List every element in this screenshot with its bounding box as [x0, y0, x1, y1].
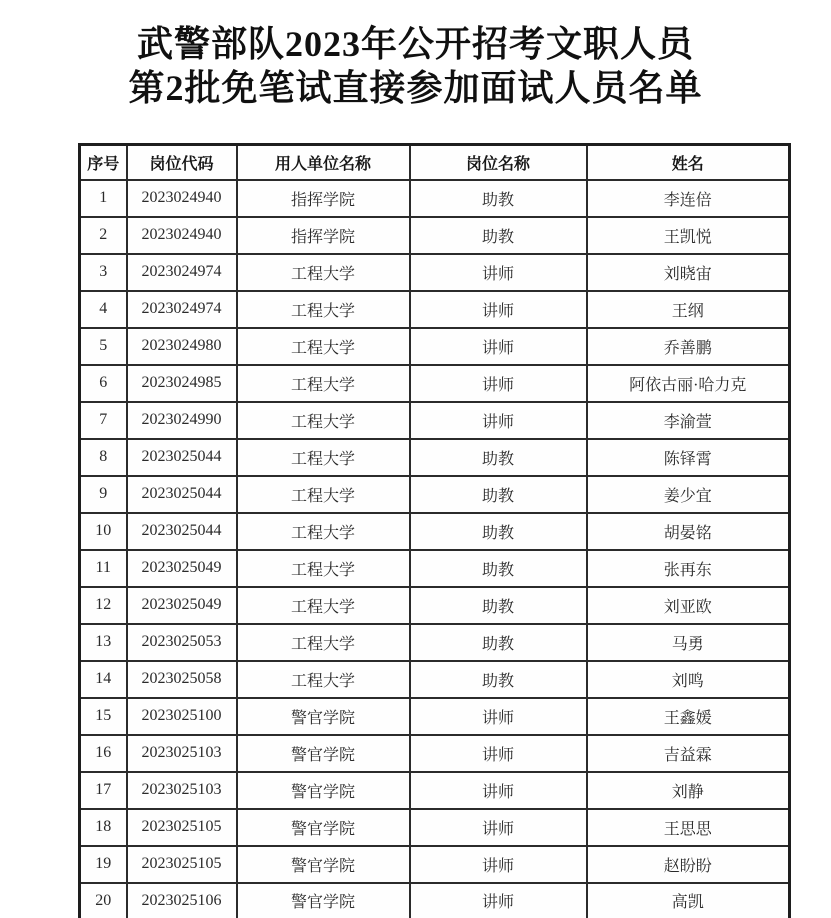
cell-employer: 工程大学: [237, 291, 410, 328]
cell-employer: 警官学院: [237, 809, 410, 846]
title-line-2: 第2批免笔试直接参加面试人员名单: [128, 68, 703, 108]
table-row: [80, 735, 790, 772]
cell-name: 陈铎霄: [587, 439, 790, 476]
table-row: [80, 698, 790, 735]
cell-job-code: 2023025049: [127, 550, 237, 587]
cell-job-code: 2023025058: [127, 661, 237, 698]
cell-index: 2: [80, 217, 127, 254]
cell-position: 讲师: [410, 698, 587, 735]
cell-position: 讲师: [410, 846, 587, 883]
roster-body: [80, 180, 790, 918]
cell-job-code: 2023025044: [127, 476, 237, 513]
cell-position: 助教: [410, 476, 587, 513]
cell-position: 助教: [410, 587, 587, 624]
table-row: [80, 587, 790, 624]
cell-index: 10: [80, 513, 127, 550]
cell-index: 6: [80, 365, 127, 402]
cell-position: 讲师: [410, 883, 587, 918]
cell-employer: 警官学院: [237, 698, 410, 735]
cell-name: 王思思: [587, 809, 790, 846]
table-row: [80, 476, 790, 513]
cell-employer: 工程大学: [237, 624, 410, 661]
table-row: [80, 365, 790, 402]
cell-index: 7: [80, 402, 127, 439]
cell-position: 助教: [410, 661, 587, 698]
cell-job-code: 2023025049: [127, 587, 237, 624]
cell-employer: 工程大学: [237, 550, 410, 587]
table-row: [80, 550, 790, 587]
cell-employer: 工程大学: [237, 254, 410, 291]
header-name: 姓名: [587, 145, 790, 180]
cell-index: 17: [80, 772, 127, 809]
cell-name: 刘晓宙: [587, 254, 790, 291]
cell-job-code: 2023025105: [127, 846, 237, 883]
cell-job-code: 2023024990: [127, 402, 237, 439]
cell-index: 3: [80, 254, 127, 291]
header-job-code: 岗位代码: [127, 145, 237, 180]
cell-employer: 警官学院: [237, 883, 410, 918]
cell-position: 讲师: [410, 254, 587, 291]
cell-position: 讲师: [410, 328, 587, 365]
table-row: [80, 846, 790, 883]
header-index: 序号: [80, 145, 127, 180]
cell-name: 吉益霖: [587, 735, 790, 772]
title-line-1: 武警部队2023年公开招考文职人员: [136, 24, 694, 64]
cell-index: 12: [80, 587, 127, 624]
table-row: [80, 291, 790, 328]
header-position: 岗位名称: [410, 145, 587, 180]
cell-job-code: 2023025106: [127, 883, 237, 918]
cell-employer: 警官学院: [237, 846, 410, 883]
cell-index: 4: [80, 291, 127, 328]
roster-table: [78, 143, 791, 918]
cell-position: 助教: [410, 180, 587, 217]
cell-name: 乔善鹏: [587, 328, 790, 365]
cell-position: 讲师: [410, 291, 587, 328]
cell-name: 王纲: [587, 291, 790, 328]
cell-employer: 指挥学院: [237, 180, 410, 217]
cell-name: 王凯悦: [587, 217, 790, 254]
cell-job-code: 2023025044: [127, 513, 237, 550]
cell-name: 胡晏铭: [587, 513, 790, 550]
table-row: [80, 439, 790, 476]
cell-index: 9: [80, 476, 127, 513]
cell-job-code: 2023024974: [127, 254, 237, 291]
header-row: [80, 145, 790, 180]
cell-name: 刘鸣: [587, 661, 790, 698]
cell-position: 讲师: [410, 365, 587, 402]
cell-index: 5: [80, 328, 127, 365]
cell-name: 阿依古丽·哈力克: [587, 365, 790, 402]
table-row: [80, 772, 790, 809]
cell-index: 19: [80, 846, 127, 883]
cell-name: 马勇: [587, 624, 790, 661]
cell-name: 王鑫媛: [587, 698, 790, 735]
table-row: [80, 661, 790, 698]
cell-name: 刘静: [587, 772, 790, 809]
cell-employer: 工程大学: [237, 661, 410, 698]
cell-position: 讲师: [410, 402, 587, 439]
cell-job-code: 2023025103: [127, 735, 237, 772]
cell-name: 刘亚欧: [587, 587, 790, 624]
cell-job-code: 2023024974: [127, 291, 237, 328]
cell-index: 18: [80, 809, 127, 846]
table-row: [80, 513, 790, 550]
cell-employer: 工程大学: [237, 587, 410, 624]
cell-index: 16: [80, 735, 127, 772]
cell-job-code: 2023025100: [127, 698, 237, 735]
cell-job-code: 2023024940: [127, 217, 237, 254]
table-row: [80, 624, 790, 661]
table-row: [80, 328, 790, 365]
cell-position: 讲师: [410, 735, 587, 772]
cell-index: 13: [80, 624, 127, 661]
table-row: [80, 883, 790, 918]
table-row: [80, 809, 790, 846]
cell-name: 赵盼盼: [587, 846, 790, 883]
cell-job-code: 2023024980: [127, 328, 237, 365]
cell-index: 20: [80, 883, 127, 918]
cell-job-code: 2023024985: [127, 365, 237, 402]
cell-employer: 指挥学院: [237, 217, 410, 254]
cell-position: 助教: [410, 550, 587, 587]
table-row: [80, 180, 790, 217]
cell-employer: 工程大学: [237, 439, 410, 476]
document-title: [0, 22, 831, 110]
header-employer: 用人单位名称: [237, 145, 410, 180]
cell-index: 15: [80, 698, 127, 735]
cell-name: 张再东: [587, 550, 790, 587]
cell-position: 助教: [410, 513, 587, 550]
cell-index: 1: [80, 180, 127, 217]
cell-name: 姜少宜: [587, 476, 790, 513]
cell-employer: 警官学院: [237, 735, 410, 772]
table-row: [80, 402, 790, 439]
cell-employer: 工程大学: [237, 328, 410, 365]
cell-name: 高凯: [587, 883, 790, 918]
table-row: [80, 254, 790, 291]
table-row: [80, 217, 790, 254]
cell-name: 李连倍: [587, 180, 790, 217]
cell-position: 助教: [410, 439, 587, 476]
cell-index: 14: [80, 661, 127, 698]
cell-index: 8: [80, 439, 127, 476]
cell-job-code: 2023025103: [127, 772, 237, 809]
cell-index: 11: [80, 550, 127, 587]
cell-employer: 工程大学: [237, 476, 410, 513]
cell-employer: 工程大学: [237, 365, 410, 402]
cell-job-code: 2023025044: [127, 439, 237, 476]
cell-employer: 工程大学: [237, 513, 410, 550]
cell-employer: 警官学院: [237, 772, 410, 809]
cell-job-code: 2023025053: [127, 624, 237, 661]
cell-job-code: 2023025105: [127, 809, 237, 846]
cell-position: 讲师: [410, 772, 587, 809]
cell-name: 李渝萱: [587, 402, 790, 439]
cell-position: 助教: [410, 217, 587, 254]
cell-employer: 工程大学: [237, 402, 410, 439]
cell-position: 讲师: [410, 809, 587, 846]
cell-position: 助教: [410, 624, 587, 661]
cell-job-code: 2023024940: [127, 180, 237, 217]
